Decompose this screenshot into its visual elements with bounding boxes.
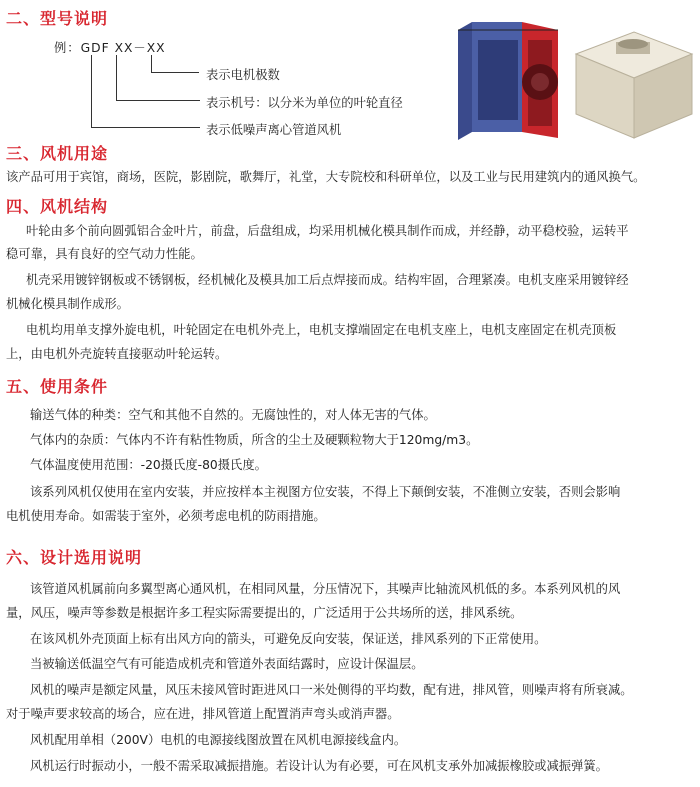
section4-para3-line1: 电机均用单支撑外旋电机，叶轮固定在电机外壳上，电机支撑端固定在电机支座上，电机支座固定在机壳顶板 — [26, 323, 617, 337]
section6-line7: 风机配用单相（200V）电机的电源接线图放置在风机电源接线盒内。 — [30, 733, 407, 747]
bracket-line-poles-h — [151, 72, 199, 73]
section4-para2-line1: 机壳采用镀锌钢板或不锈钢板，经机械化及模具加工后点焊接而成。结构牢固，合理紧凑。电机支座采用镀锌经 — [26, 273, 629, 287]
section5-line2: 气体内的杂质：气体内不许有粘性物质，所含的尘土及硬颗粒物大于120mg/m3。 — [30, 433, 479, 447]
duct-fan-red-image — [452, 20, 564, 142]
section3-text: 该产品可用于宾馆，商场，医院，影剧院，歌舞厅，礼堂，大专院校和科研单位，以及工业与民用建筑内的通风换气。 — [6, 170, 646, 184]
section5-line4: 该系列风机仅使用在室内安装，并应按样本主视图方位安装，不得上下颠倒安装，不准侧立安装，否则会影响 — [30, 485, 621, 499]
bracket-line-size-v — [116, 55, 117, 100]
section5-line1: 输送气体的种类：空气和其他不自然的。无腐蚀性的，对人体无害的气体。 — [30, 408, 436, 422]
model-example: 例：GDF XX－XX — [54, 41, 166, 55]
section6-line4: 当被输送低温空气有可能造成机壳和管道外表面结露时，应设计保温层。 — [30, 657, 424, 671]
section6-line5: 风机的噪声是额定风量，风压未接风管时距进风口一米处侧得的平均数，配有进，排风管，则噪声将有所衰减。 — [30, 683, 633, 697]
section5-line3: 气体温度使用范围：-20摄氏度-80摄氏度。 — [30, 458, 267, 472]
section5-heading: 五、使用条件 — [6, 377, 109, 396]
section4-para3-line2: 上，由电机外壳旋转直接驱动叶轮运转。 — [6, 347, 228, 361]
label-fan-type: 表示低噪声离心管道风机 — [206, 123, 342, 137]
section6-line8: 风机运行时振动小，一般不需采取减振措施。若设计认为有必要，可在风机支承外加减振橡胶或减振弹簧。 — [30, 759, 608, 773]
label-motor-poles: 表示电机极数 — [206, 68, 280, 82]
bracket-line-size-h — [116, 100, 200, 101]
section4-heading: 四、风机结构 — [6, 197, 109, 216]
section6-line2: 量，风压，噪声等参数是根据许多工程实际需要提出的，广泛适用于公共场所的送，排风系统。 — [6, 606, 523, 620]
bracket-line-poles-v — [151, 55, 152, 72]
section4-para1-line1: 叶轮由多个前向圆弧铝合金叶片，前盘，后盘组成，均采用机械化模具制作而成，并经静，动平稳校验，运转平 — [26, 224, 629, 238]
section6-heading: 六、设计选用说明 — [6, 548, 143, 567]
label-machine-number: 表示机号：以分米为单位的叶轮直径 — [206, 96, 403, 110]
bracket-line-type-v — [91, 55, 92, 127]
section6-line3: 在该风机外壳顶面上标有出风方向的箭头，可避免反向安装，保证送，排风系列的下正常使用。 — [30, 632, 547, 646]
section2-heading: 二、型号说明 — [6, 9, 109, 28]
section5-line5: 电机使用寿命。如需装于室外，必须考虑电机的防雨措施。 — [6, 509, 326, 523]
section6-line6: 对于噪声要求较高的场合，应在进，排风管道上配置消声弯头或消声器。 — [6, 707, 400, 721]
duct-fan-beige-image — [570, 28, 696, 142]
section4-para1-line2: 稳可靠，具有良好的空气动力性能。 — [6, 247, 203, 261]
section4-para2-line2: 机械化模具制作成形。 — [6, 297, 129, 311]
section6-line1: 该管道风机属前向多翼型离心通风机，在相同风量，分压情况下，其噪声比轴流风机低的多。本系列风机的风 — [30, 582, 621, 596]
bracket-line-type-h — [91, 127, 200, 128]
section3-heading: 三、风机用途 — [6, 144, 109, 163]
